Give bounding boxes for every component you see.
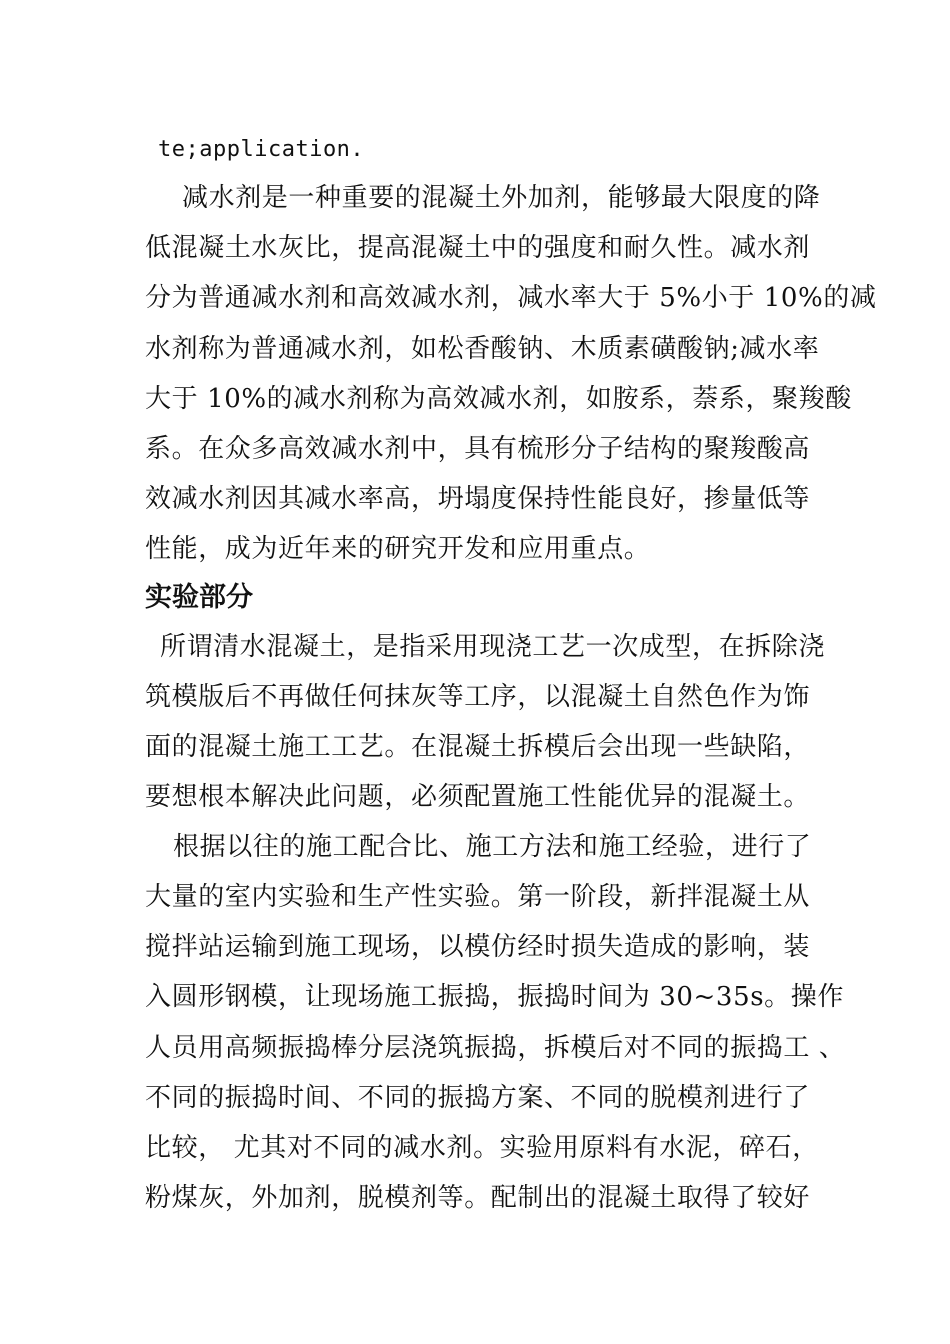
para3-line-8: 粉煤灰，外加剂，脱模剂等。配制出的混凝土取得了较好 [145, 1183, 811, 1213]
para1-line-3: 分为普通减水剂和高效减水剂，减水率大于 5%小于 10%的减 [145, 283, 877, 313]
para3-line-4: 入圆形钢模，让现场施工振捣，振捣时间为 30~35s。操作 [145, 982, 844, 1012]
abstract-tail-text: te;application. [158, 137, 365, 162]
para1-line-6: 系。在众多高效减水剂中，具有梳形分子结构的聚羧酸高 [145, 434, 811, 464]
para2-line-4: 要想根本解决此问题，必须配置施工性能优异的混凝土。 [145, 782, 811, 812]
para1-line-2: 低混凝土水灰比，提高混凝土中的强度和耐久性。减水剂 [145, 233, 811, 263]
para3-line-5: 人员用高频振捣棒分层浇筑振捣，拆模后对不同的振捣工 、 [145, 1033, 846, 1063]
section-title: 实验部分 [145, 582, 253, 613]
para2-line-3: 面的混凝土施工工艺。在混凝土拆模后会出现一些缺陷， [145, 732, 811, 762]
para3-line-2: 大量的室内实验和生产性实验。第一阶段，新拌混凝土从 [145, 882, 811, 912]
para2-line-2: 筑模版后不再做任何抹灰等工序，以混凝土自然色作为饰 [145, 682, 811, 712]
para1-line-8: 性能，成为近年来的研究开发和应用重点。 [145, 534, 651, 564]
para1-line-7: 效减水剂因其减水率高，坍塌度保持性能良好，掺量低等 [145, 484, 811, 514]
para1-line-5: 大于 10%的减水剂称为高效减水剂，如胺系，萘系，聚羧酸 [145, 384, 852, 414]
para3-line-7: 比较， 尤其对不同的减水剂。实验用原料有水泥，碎石， [145, 1133, 819, 1163]
para3-line-3: 搅拌站运输到施工现场，以模仿经时损失造成的影响，装 [145, 932, 811, 962]
para1-line-1: 减水剂是一种重要的混凝土外加剂，能够最大限度的降 [182, 183, 821, 213]
para3-line-6: 不同的振捣时间、不同的振捣方案、不同的脱模剂进行了 [145, 1083, 811, 1113]
para1-line-4: 水剂称为普通减水剂，如松香酸钠、木质素磺酸钠;减水率 [145, 334, 820, 364]
para3-line-1: 根据以往的施工配合比、施工方法和施工经验，进行了 [173, 832, 812, 862]
para2-line-1: 所谓清水混凝土，是指采用现浇工艺一次成型，在拆除浇 [160, 632, 826, 662]
